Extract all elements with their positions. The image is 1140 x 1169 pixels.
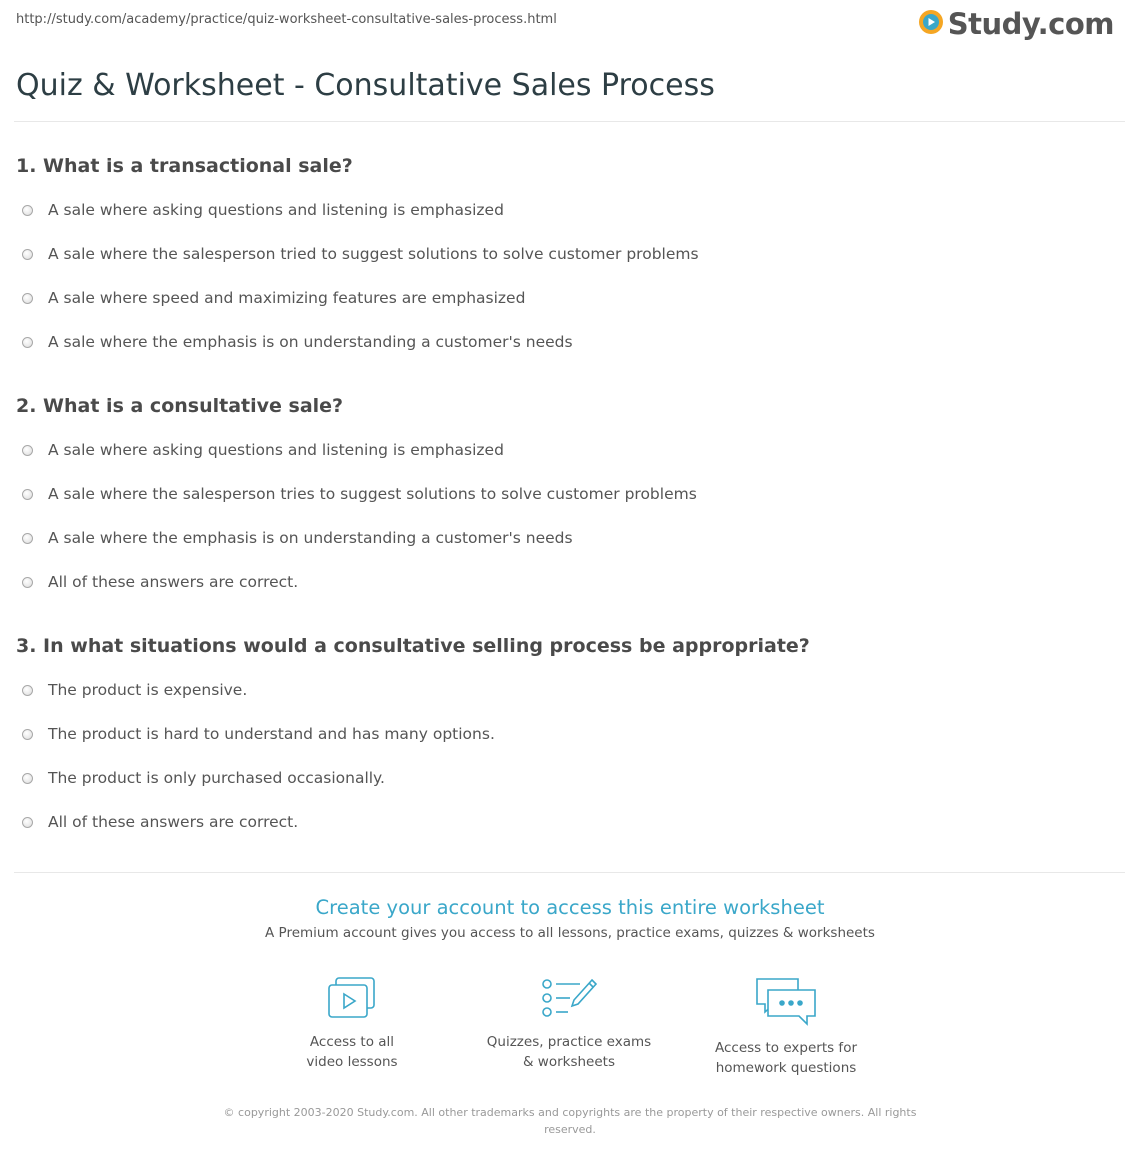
cta-subtitle: A Premium account gives you access to all lessons, practice exams, quizzes & worksheets [265, 925, 875, 941]
answer-text: A sale where asking questions and listening is emphasized [48, 201, 504, 219]
answer-text: A sale where the salesperson tries to suggest solutions to solve customer problems [48, 485, 697, 503]
answer-text: All of these answers are correct. [48, 813, 299, 831]
radio-button[interactable] [22, 293, 33, 304]
radio-button[interactable] [22, 337, 33, 348]
question-2: 2. What is a consultative sale? [16, 395, 344, 417]
answer-option[interactable] [22, 331, 573, 353]
feature-label: Access to experts for homework questions [714, 1040, 857, 1076]
video-lessons-icon [326, 976, 378, 1020]
answer-option[interactable] [22, 811, 298, 833]
title-divider [14, 121, 1125, 122]
content-divider [14, 872, 1125, 873]
answer-option[interactable] [22, 723, 495, 745]
answer-option[interactable] [22, 527, 573, 549]
answer-text: A sale where asking questions and listening is emphasized [48, 441, 504, 459]
radio-button[interactable] [22, 685, 33, 696]
answer-text: A sale where speed and maximizing features are emphasized [48, 289, 526, 307]
radio-button[interactable] [22, 533, 33, 544]
logo-text: Study.com [947, 7, 1114, 41]
play-logo-icon [918, 9, 944, 39]
study-logo[interactable] [918, 6, 1114, 42]
radio-button[interactable] [22, 817, 33, 828]
answer-text: The product is hard to understand and has many options. [48, 725, 495, 743]
feature-label: Quizzes, practice exams & worksheets [486, 1034, 652, 1070]
answer-text: All of these answers are correct. [48, 573, 299, 591]
answer-option[interactable] [22, 439, 504, 461]
answer-option[interactable] [22, 199, 504, 221]
answer-option[interactable] [22, 767, 385, 789]
answer-text: The product is expensive. [48, 681, 248, 699]
radio-button[interactable] [22, 205, 33, 216]
answer-option[interactable] [22, 679, 247, 701]
page-title: Quiz & Worksheet - Consultative Sales Process [16, 68, 715, 103]
chat-bubbles-icon [754, 976, 818, 1026]
radio-button[interactable] [22, 445, 33, 456]
answer-option[interactable] [22, 287, 525, 309]
page-url: http://study.com/academy/practice/quiz-worksheet-consultative-sales-process.html [16, 12, 557, 27]
feature-label: Access to all video lessons [306, 1034, 398, 1070]
answer-text: A sale where the emphasis is on understanding a customer's needs [48, 529, 573, 547]
radio-button[interactable] [22, 489, 33, 500]
feature-quizzes [469, 976, 669, 1072]
copyright-notice: © copyright 2003-2020 Study.com. All other trademarks and copyrights are the property of their respective owners. All rights reserved. [223, 1106, 917, 1136]
question-3: 3. In what situations would a consultative selling process be appropriate? [16, 635, 810, 657]
answer-option[interactable] [22, 483, 697, 505]
quiz-checklist-icon [540, 976, 598, 1020]
radio-button[interactable] [22, 729, 33, 740]
question-1: 1. What is a transactional sale? [16, 155, 353, 177]
radio-button[interactable] [22, 249, 33, 260]
feature-experts [686, 976, 886, 1078]
feature-video-lessons [252, 976, 452, 1072]
answer-text: A sale where the emphasis is on understanding a customer's needs [48, 333, 573, 351]
answer-option[interactable] [22, 571, 298, 593]
radio-button[interactable] [22, 773, 33, 784]
radio-button[interactable] [22, 577, 33, 588]
answer-option[interactable] [22, 243, 699, 265]
create-account-link[interactable]: Create your account to access this entire worksheet [315, 896, 825, 919]
answer-text: A sale where the salesperson tried to suggest solutions to solve customer problems [48, 245, 699, 263]
answer-text: The product is only purchased occasionally. [48, 769, 385, 787]
